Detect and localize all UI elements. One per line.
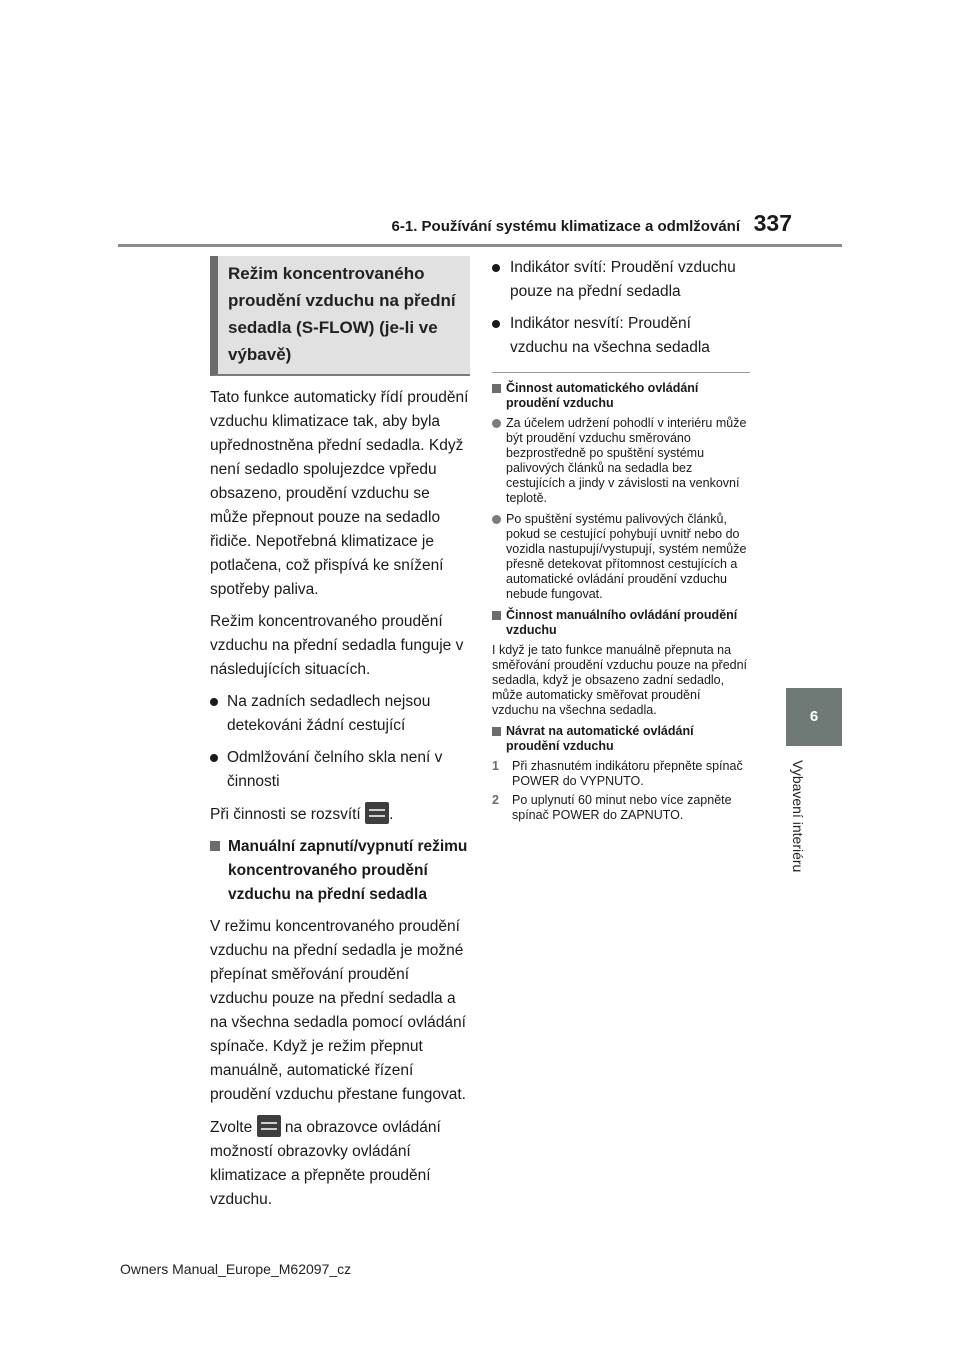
note-heading — [492, 724, 750, 754]
note-heading — [492, 381, 750, 411]
list-item — [210, 746, 470, 794]
running-header-title: 6-1. Používání systému klimatizace a odmlžování — [391, 218, 740, 235]
divider — [492, 372, 750, 373]
list-item — [492, 256, 750, 304]
note-item — [492, 512, 750, 602]
square-bullet-icon — [492, 727, 501, 736]
list-item-text: Indikátor svítí: Proudění vzduchu pouze na přední sedadla — [510, 259, 736, 300]
circle-bullet-icon — [492, 515, 501, 524]
intro-paragraph: Tato funkce automaticky řídí proudění vzduchu klimatizace tak, aby byla upřednostněna přední sedadla. Když není sedadlo spolujezdce vpředu obsazeno, proudění vzduchu se může přepnout pouze na sedadlo řidiče. Nepotřebná klimatizace je potlačena, což přispívá ke snížení spotřeby paliva. — [210, 389, 469, 598]
indicator-text-end: . — [389, 806, 394, 823]
bullet-icon — [492, 264, 500, 272]
square-bullet-icon — [492, 384, 501, 393]
list-item-text: Indikátor nesvítí: Proudění vzduchu na všechna sedadla — [510, 315, 710, 356]
circle-bullet-icon — [492, 419, 501, 428]
s-flow-icon — [257, 1115, 281, 1137]
s-flow-icon — [365, 802, 389, 824]
note-heading-text: Činnost manuálního ovládání proudění vzduchu — [506, 608, 738, 637]
bullet-icon — [210, 754, 218, 762]
select-text: Zvolte — [210, 1119, 253, 1136]
step-text: Po uplynutí 60 minut nebo více zapněte spínač POWER do ZAPNUTO. — [512, 793, 732, 822]
header-rule — [118, 244, 842, 247]
chapter-tab-title: Vybavení interiéru — [790, 760, 806, 873]
list-item — [210, 690, 470, 738]
page-number: 337 — [753, 210, 792, 236]
step-number: 2 — [492, 793, 499, 807]
left-column — [210, 256, 470, 1220]
note-item — [492, 416, 750, 506]
list-item-text: Na zadních sedadlech nejsou detekováni žádní cestující — [227, 693, 431, 734]
conditions-paragraph: Režim koncentrovaného proudění vzduchu na přední sedadla funguje v následujících situacích. — [210, 613, 464, 678]
footer-text: Owners Manual_Europe_M62097_cz — [120, 1261, 352, 1277]
right-column — [492, 256, 750, 827]
subheading-text: Manuální zapnutí/vypnutí režimu koncentrovaného proudění vzduchu na přední sedadla — [228, 838, 468, 903]
step-text: Při zhasnutém indikátoru přepněte spínač POWER do VYPNUTO. — [512, 759, 743, 788]
select-text-end: na obrazovce ovládání možností obrazovky ovládání klimatizace a přepněte proudění vzduchu. — [210, 1119, 441, 1208]
note-heading-text: Činnost automatického ovládání proudění vzduchu — [506, 381, 699, 410]
section-heading: Režim koncentrovaného proudění vzduchu na přední sedadla (S-FLOW) (je-li ve výbavě) — [210, 256, 470, 376]
indicator-paragraph — [210, 802, 470, 827]
bullet-icon — [492, 320, 500, 328]
chapter-tab: 6 — [786, 688, 842, 746]
indicator-text: Při činnosti se rozsvítí — [210, 806, 361, 823]
step-item — [492, 793, 750, 823]
bullet-icon — [210, 698, 218, 706]
select-paragraph — [210, 1115, 470, 1212]
note-heading — [492, 608, 750, 638]
manual-paragraph: V režimu koncentrovaného proudění vzduchu na přední sedadla je možné přepínat směřování proudění vzduchu pouze na přední sedadla a na všechna sedadla pomocí ovládání spínače. Když je režim přepnut manuálně, automatické řízení proudění vzduchu přestane fungovat. — [210, 918, 466, 1103]
list-item — [492, 312, 750, 360]
step-number: 1 — [492, 759, 499, 773]
square-bullet-icon — [492, 611, 501, 620]
note-paragraph: I když je tato funkce manuálně přepnuta na směřování proudění vzduchu pouze na přední sedadla, když je obsazeno zadní sedadlo, může automaticky směřovat proudění vzduchu na všechna sedadla. — [492, 643, 748, 717]
subheading — [210, 835, 470, 907]
note-item-text: Za účelem udržení pohodlí v interiéru může být proudění vzduchu směrováno bezprostředně po spuštění systému palivových článků na sedadla bez cestujících a jindy v závislosti na venkovní teplotě. — [506, 416, 747, 505]
list-item-text: Odmlžování čelního skla není v činnosti — [227, 749, 443, 790]
step-item — [492, 759, 750, 789]
note-item-text: Po spuštění systému palivových článků, pokud se cestující pohybují uvnitř nebo do vozidla nastupují/vystupují, systém nemůže přesně detekovat přítomnost cestujících a automatické ovládání proudění vzduchu nebude fungovat. — [506, 512, 747, 601]
square-bullet-icon — [210, 841, 220, 851]
note-heading-text: Návrat na automatické ovládání proudění vzduchu — [506, 724, 694, 753]
